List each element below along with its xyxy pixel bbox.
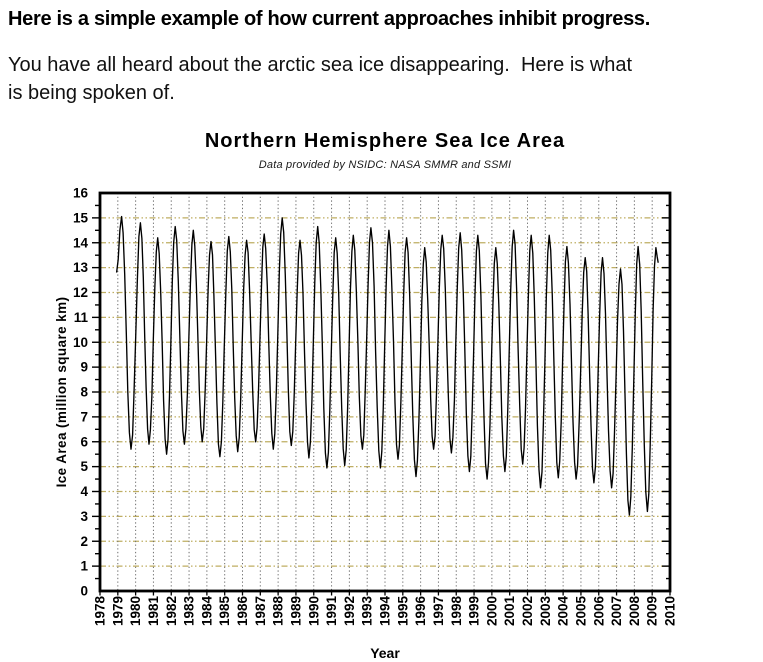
y-tick-label: 9 (80, 359, 88, 375)
x-tick-label: 1986 (235, 596, 250, 627)
x-tick-label: 1980 (128, 596, 144, 627)
x-tick-label: 2008 (626, 596, 642, 627)
x-tick-label: 2004 (555, 596, 571, 627)
y-tick-label: 12 (72, 285, 88, 300)
x-tick-label: 2010 (662, 596, 678, 627)
x-tick-label: 2007 (609, 596, 625, 627)
y-tick-label: 8 (80, 384, 88, 400)
x-tick-label: 1989 (288, 596, 304, 627)
x-tick-label: 1995 (395, 596, 411, 627)
x-tick-label: 1985 (217, 596, 233, 627)
x-tick-label: 1987 (252, 596, 268, 627)
page-heading: Here is a simple example of how current approaches inhibit progress. (8, 8, 651, 30)
x-tick-label: 1981 (145, 596, 161, 627)
x-tick-label: 1991 (324, 596, 340, 627)
chart-subtitle: Data provided by NSIDC: NASA SMMR and SSMI (258, 159, 512, 171)
y-tick-label: 1 (80, 558, 88, 574)
sea-ice-data-line (117, 217, 659, 515)
y-axis-title: Ice Area (million square km) (54, 296, 69, 488)
x-tick-label: 2001 (502, 596, 518, 627)
intro-paragraph-line-2: is being spoken of. (8, 82, 175, 104)
y-tick-label: 5 (80, 459, 88, 475)
x-tick-label: 2006 (591, 596, 607, 627)
y-tick-label: 4 (80, 484, 88, 499)
x-tick-label: 2005 (573, 596, 589, 627)
x-tick-label: 2000 (484, 596, 500, 627)
intro-paragraph-line-1: You have all heard about the arctic sea ice disappearing. Here is what (8, 54, 633, 76)
x-tick-label: 1994 (377, 596, 393, 627)
x-tick-label: 2009 (644, 596, 660, 627)
y-tick-label: 2 (80, 533, 88, 549)
y-tick-label: 16 (72, 185, 88, 201)
x-tick-label: 2002 (520, 596, 535, 627)
x-tick-label: 1998 (448, 596, 464, 627)
y-tick-label: 0 (80, 583, 88, 599)
x-tick-label: 1984 (199, 596, 215, 627)
x-tick-label: 1997 (430, 596, 446, 627)
y-tick-label: 6 (80, 434, 88, 450)
y-tick-label: 15 (72, 210, 88, 226)
x-axis-title: Year (370, 645, 400, 661)
x-tick-label: 1988 (270, 596, 286, 627)
x-tick-label: 1983 (181, 596, 197, 627)
y-tick-label: 7 (80, 409, 88, 425)
y-axis-tick-labels (73, 186, 89, 599)
x-tick-label: 1979 (110, 596, 126, 627)
y-tick-label: 3 (80, 508, 88, 524)
y-tick-label: 14 (72, 235, 88, 251)
y-tick-label: 13 (72, 260, 88, 276)
y-tick-label: 11 (73, 309, 88, 325)
x-tick-label: 1992 (341, 596, 357, 627)
x-tick-label: 1990 (306, 596, 322, 627)
x-axis-tick-labels (93, 596, 678, 627)
chart-title: Northern Hemisphere Sea Ice Area (204, 130, 566, 152)
y-tick-label: 10 (72, 334, 88, 350)
x-tick-label: 1978 (92, 596, 108, 627)
x-tick-label: 1982 (163, 596, 179, 627)
x-tick-label: 1996 (413, 596, 429, 627)
x-tick-label: 1999 (466, 596, 482, 627)
x-tick-label: 1993 (359, 596, 375, 627)
x-tick-label: 2003 (537, 596, 553, 627)
axis-ticks (92, 205, 670, 595)
